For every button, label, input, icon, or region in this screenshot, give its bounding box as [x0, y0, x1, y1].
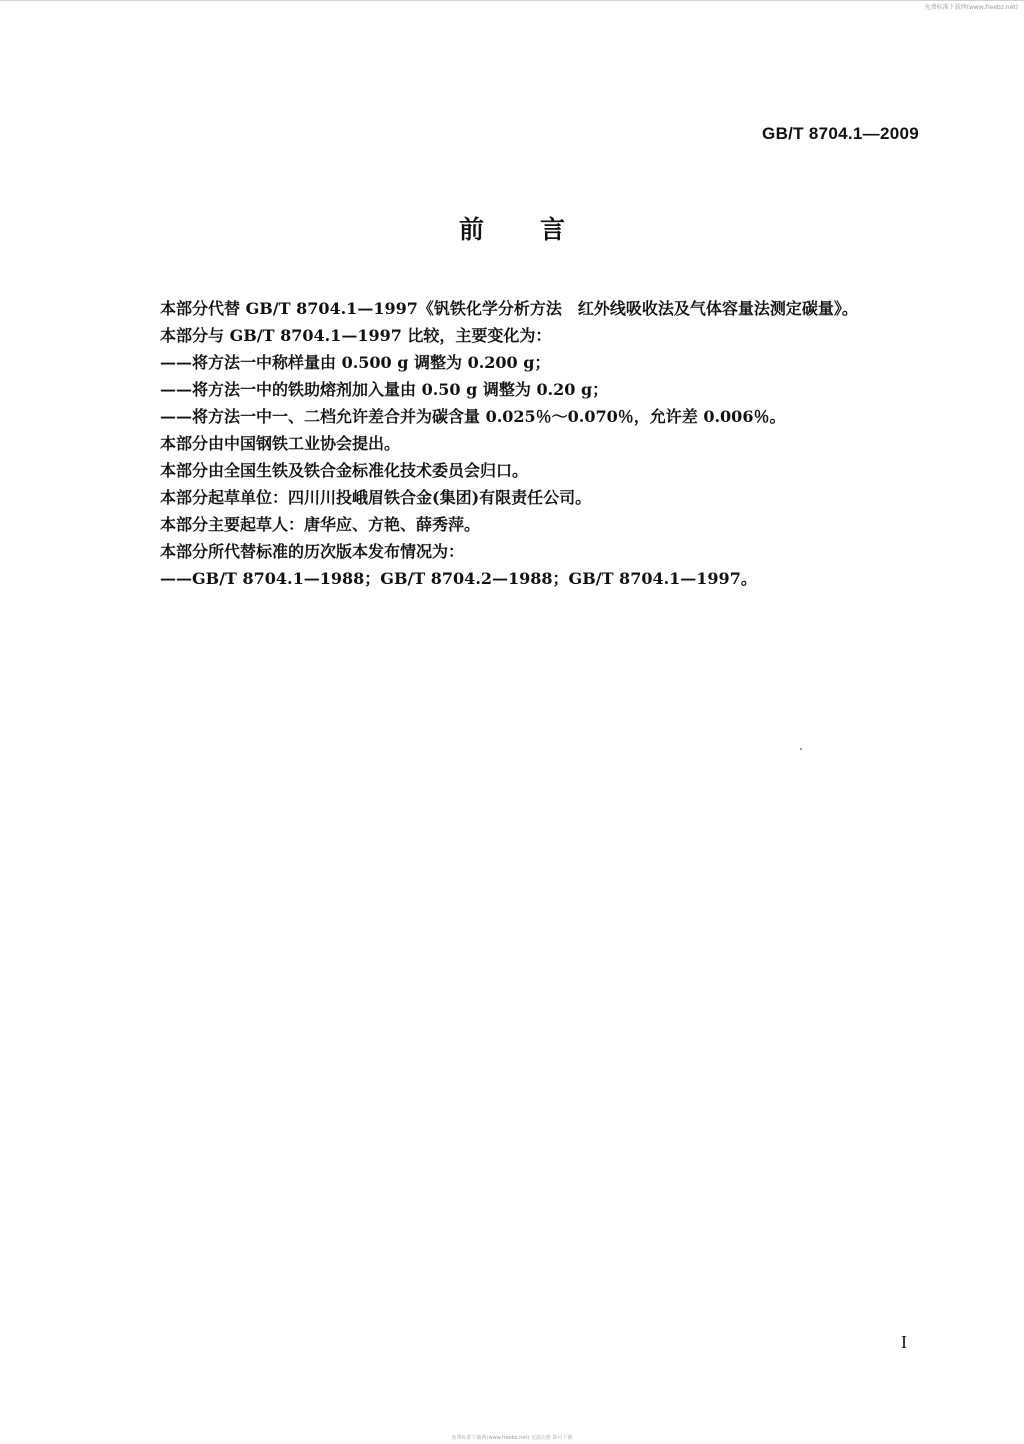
- page-number: I: [901, 1332, 907, 1352]
- foreword-line-replaces: 本部分代替 GB/T 8704.1—1997《钒铁化学分析方法 红外线吸收法及气体容量法测定碳量》。: [160, 299, 858, 318]
- foreword-body: [160, 295, 920, 592]
- top-watermark: 免费标准下载网(www.freebz.net): [924, 4, 1018, 11]
- foreword-line-drafters: 本部分主要起草人：唐华应、方艳、薛秀萍。: [160, 515, 481, 534]
- foreword-line-history-intro: 本部分所代替标准的历次版本发布情况为：: [160, 542, 465, 561]
- scan-speck: [800, 748, 802, 750]
- foreword-line-centralized: 本部分由全国生铁及铁合金标准化技术委员会归口。: [160, 461, 529, 480]
- bottom-watermark: 免费标准下载网(www.freebz.net) 无需注册 即可下载: [451, 1435, 573, 1441]
- foreword-line-change-1: ——将方法一中称样量由 0.500 g 调整为 0.200 g；: [160, 353, 551, 372]
- foreword-line-change-3: ——将方法一中一、二档允许差合并为碳含量 0.025％～0.070％，允许差 0.006％。: [160, 407, 786, 426]
- foreword-line-drafting-unit: 本部分起草单位：四川川投峨眉铁合金(集团)有限责任公司。: [160, 488, 592, 507]
- page-title: 前言: [458, 215, 621, 244]
- standard-code: GB/T 8704.1—2009: [762, 124, 919, 143]
- foreword-line-proposed: 本部分由中国钢铁工业协会提出。: [160, 434, 401, 453]
- foreword-line-history: ——GB/T 8704.1—1988；GB/T 8704.2—1988；GB/T 8704.1—1997。: [160, 569, 757, 588]
- foreword-line-change-2: ——将方法一中的铁助熔剂加入量由 0.50 g 调整为 0.20 g；: [160, 380, 609, 399]
- foreword-line-comparison: 本部分与 GB/T 8704.1—1997 比较，主要变化为：: [160, 326, 552, 345]
- page-top-border: [0, 0, 1024, 1]
